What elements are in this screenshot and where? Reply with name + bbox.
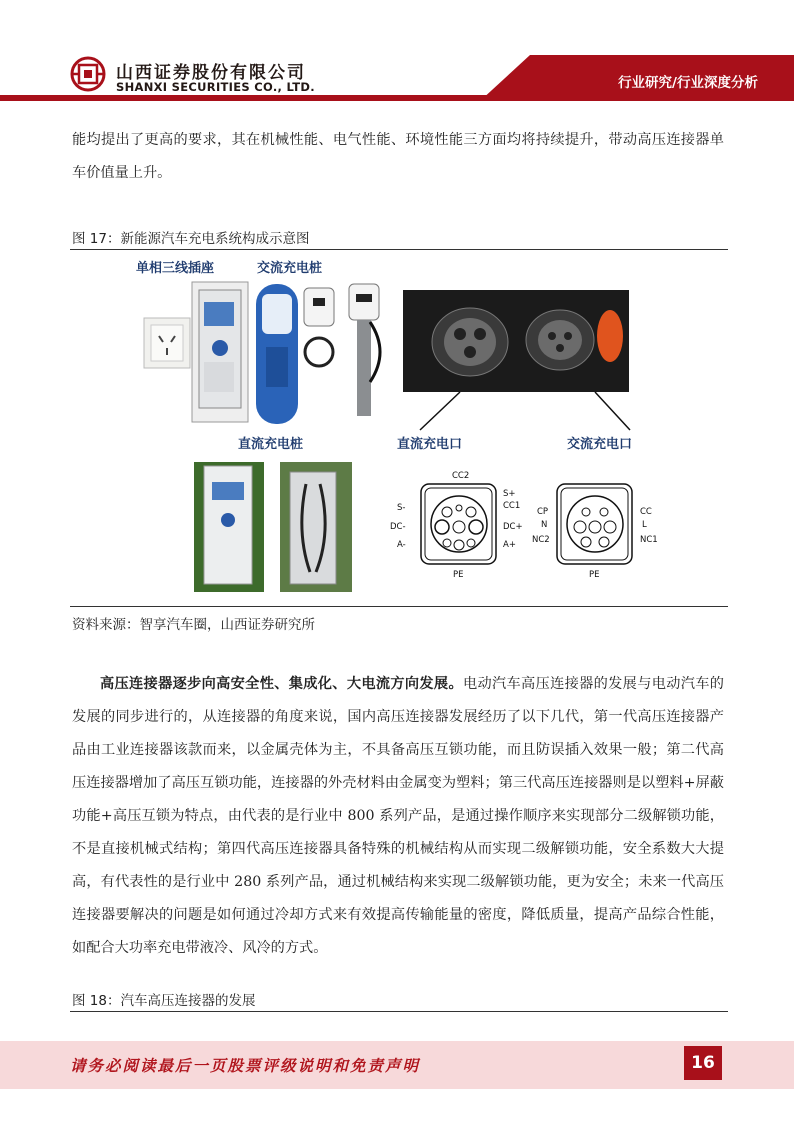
page-header bbox=[0, 0, 794, 100]
pin-dc-pe: PE bbox=[453, 570, 464, 580]
pin-dc-plus: DC+ bbox=[503, 522, 523, 532]
pin-cc1: CC1 bbox=[503, 501, 521, 511]
report-type: 行业研究/行业深度分析 bbox=[618, 75, 758, 91]
intro-paragraph: 能均提出了更高的要求，其在机械性能、电气性能、环境性能三方面均将持续提升，带动高压连接器单车价值量上升。 bbox=[72, 132, 724, 181]
pin-a-minus: A- bbox=[397, 540, 406, 550]
socket-photo bbox=[144, 318, 190, 368]
company-logo-icon bbox=[70, 56, 106, 92]
company-name-cn: 山西证券股份有限公司 bbox=[116, 63, 306, 83]
pin-s-minus: S- bbox=[397, 503, 406, 513]
main-paragraph bbox=[72, 668, 724, 965]
pin-l: L bbox=[642, 520, 647, 530]
figure17-bottom-rule bbox=[70, 606, 728, 607]
main-paragraph-body: 电动汽车高压连接器的发展与电动汽车的发展的同步进行的，从连接器的角度来说，国内高压连接器发展经历了以下几代，第一代高压连接器产品由工业连接器该款而来，以金属壳体为主，不具备高压互锁功能，而且防误插入效果一般；第二代高压连接器增加了高压互锁功能，连接器的外壳材料由金属变为塑料；第三代高压连接器则是以塑料+屏蔽功能+高压互锁为特点，由代表的是行业中 800 系列产品，是通过操作顺序来实现部分二级解锁功能，不是直接机械式结构；第四代高压连接器具备特殊的机械结构从而实现二级解锁功能，安全系数大大提高，有代表性的是行业中 280 系列产品，通过机械结构来实现二级解锁功能，更为安全；未来一代高压连接器要解决的问题是如何通过冷却方式来有效提高传输能量的密度，降低质量，提高产品综合性能，如配合大功率充电带液冷、风冷的方式。 bbox=[72, 676, 724, 956]
label-dc-pile: 直流充电桩 bbox=[238, 437, 304, 452]
footer-disclaimer: 请务必阅读最后一页股票评级说明和免责声明 bbox=[70, 1057, 421, 1075]
ac-wallbox-photo bbox=[304, 288, 334, 366]
dc-pile-photo-2 bbox=[280, 462, 352, 592]
ac-pile-blue-photo bbox=[256, 284, 298, 424]
pin-cc2: CC2 bbox=[452, 471, 470, 481]
figure17-source: 资料来源：智享汽车圈，山西证券研究所 bbox=[72, 617, 315, 633]
label-ac-port: 交流充电口 bbox=[567, 437, 633, 452]
ac-pile-kiosk-photo bbox=[192, 282, 248, 422]
label-ac-pile: 交流充电桩 bbox=[257, 261, 323, 276]
header-band bbox=[0, 95, 794, 101]
figure17-image bbox=[70, 252, 728, 604]
dc-pile-photo-1 bbox=[194, 462, 264, 592]
figure17-top-rule bbox=[70, 249, 728, 250]
page-number: 16 bbox=[684, 1046, 722, 1080]
company-name-en: SHANXI SECURITIES CO., LTD. bbox=[116, 80, 315, 94]
pin-s-plus: S+ bbox=[503, 489, 516, 499]
label-single-phase: 单相三线插座 bbox=[136, 261, 215, 276]
pin-n: N bbox=[541, 520, 548, 530]
ac-pin-diagram bbox=[532, 484, 658, 580]
pin-ac-pe: PE bbox=[589, 570, 600, 580]
pin-nc1: NC1 bbox=[640, 535, 658, 545]
charging-port-photo bbox=[403, 290, 630, 430]
ac-pedestal-photo bbox=[349, 284, 380, 416]
pin-cc: CC bbox=[640, 507, 652, 517]
figure17-caption: 图 17：新能源汽车充电系统构成示意图 bbox=[72, 231, 310, 247]
pin-cp: CP bbox=[537, 507, 549, 517]
figure18-top-rule bbox=[70, 1011, 728, 1012]
main-paragraph-lead: 高压连接器逐步向高安全性、集成化、大电流方向发展。 bbox=[100, 676, 463, 692]
label-dc-port: 直流充电口 bbox=[397, 437, 463, 452]
dc-pin-diagram bbox=[390, 471, 523, 580]
pin-dc-minus: DC- bbox=[390, 522, 406, 532]
pin-nc2: NC2 bbox=[532, 535, 550, 545]
pin-a-plus: A+ bbox=[503, 540, 516, 550]
figure18-caption: 图 18：汽车高压连接器的发展 bbox=[72, 993, 256, 1009]
